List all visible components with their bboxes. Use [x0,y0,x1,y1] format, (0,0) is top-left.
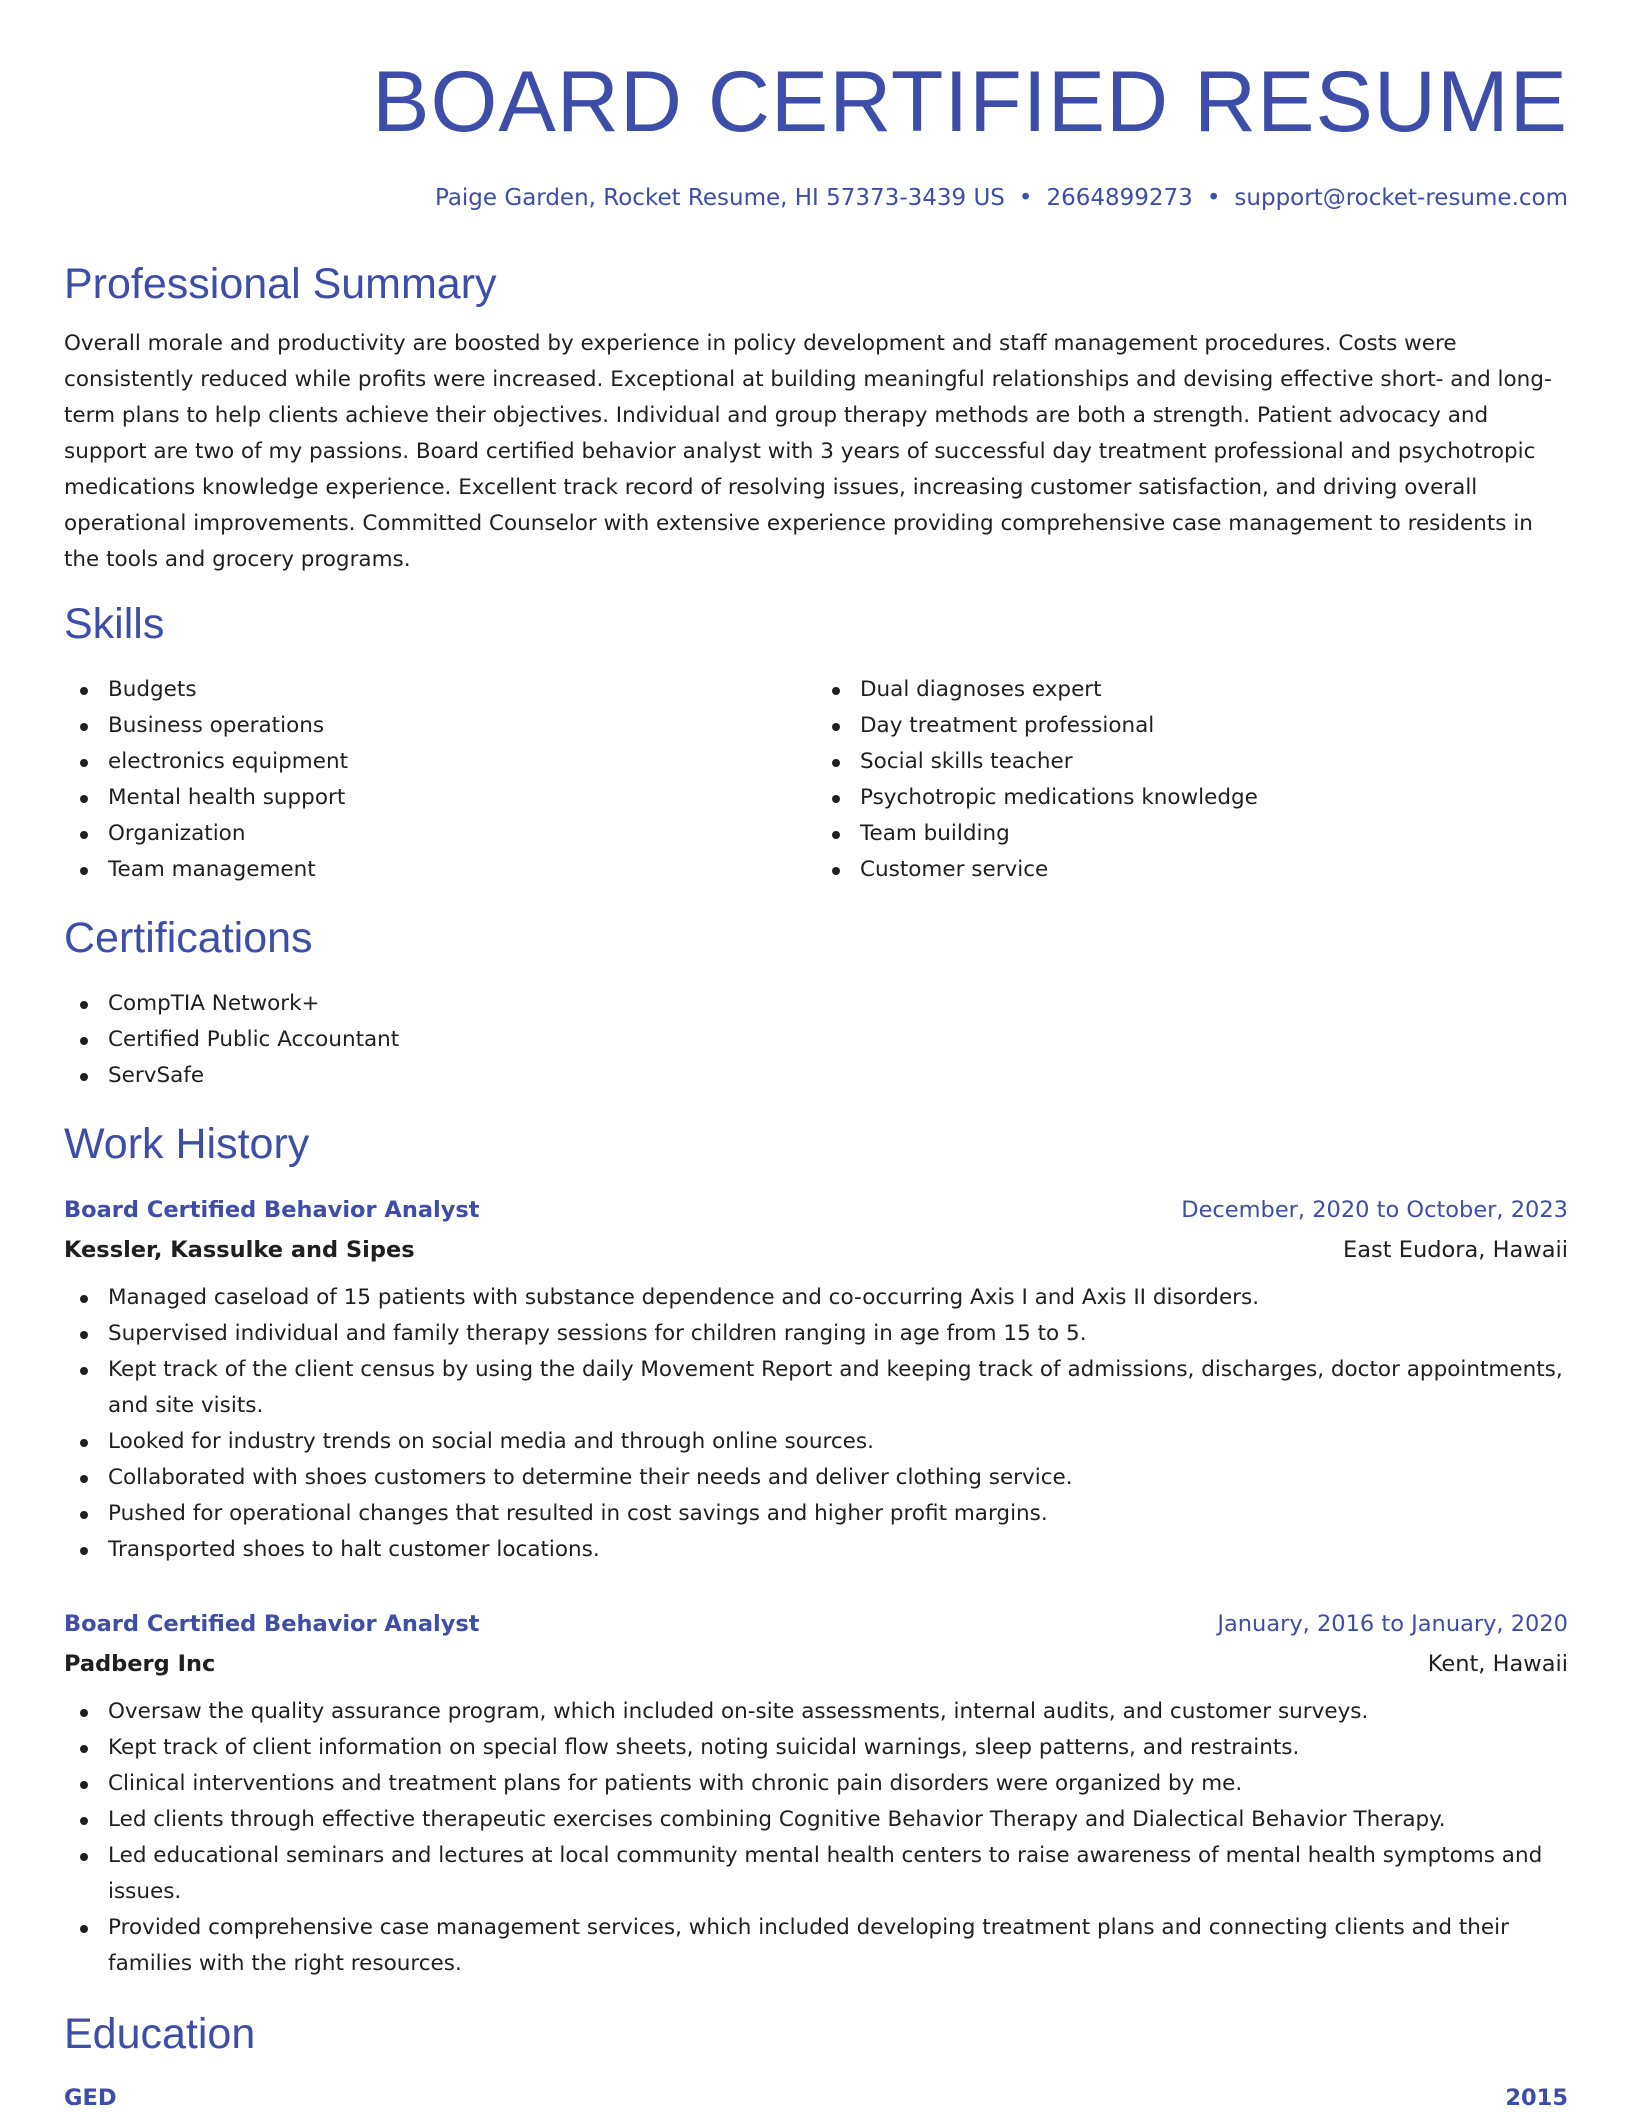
job-company: Padberg Inc [64,1651,216,1677]
skills-list-left [64,672,816,888]
resume-header [64,0,1568,214]
skill-item: Social skills teacher [816,744,1568,780]
job-bullet: Kept track of client information on special flow sheets, noting suicidal warnings, sleep patterns, and restraints. [64,1730,1568,1766]
job-title-row [64,1192,1568,1228]
contact-line [64,182,1568,214]
contact-phone: 2664899273 [1046,185,1193,211]
job-title: Board Certified Behavior Analyst [64,1197,480,1223]
skill-item: Day treatment professional [816,708,1568,744]
job-location: Kent, Hawaii [1427,1651,1568,1677]
certifications-heading: Certifications [64,914,313,962]
job-bullet: Pushed for operational changes that resulted in cost savings and higher profit margins. [64,1496,1568,1532]
contact-email[interactable]: support@rocket-resume.com [1234,185,1568,211]
skill-item: electronics equipment [64,744,816,780]
skills-heading: Skills [64,600,165,648]
job-bullet: Collaborated with shoes customers to determine their needs and deliver clothing service. [64,1460,1568,1496]
job-location: East Eudora, Hawaii [1343,1237,1568,1263]
job-bullet: Supervised individual and family therapy sessions for children ranging in age from 15 to 5. [64,1316,1568,1352]
job-bullets [64,1280,1568,1568]
job-company-row [64,1228,1568,1272]
education-year: 2015 [1505,2085,1568,2111]
job-bullet: Transported shoes to halt customer locations. [64,1532,1568,1568]
contact-address: Paige Garden, Rocket Resume, HI 57373-3439 US [434,185,1005,211]
contact-separator: • [1206,185,1221,211]
job-bullet: Kept track of the client census by using the daily Movement Report and keeping track of admissions, discharges, doctor appointments, and site visits. [64,1352,1568,1424]
job-title: Board Certified Behavior Analyst [64,1611,480,1637]
job-title-row [64,1606,1568,1642]
job-dates: December, 2020 to October, 2023 [1181,1197,1568,1223]
skill-item: Business operations [64,708,816,744]
education-heading: Education [64,2010,256,2058]
certification-item: CompTIA Network+ [64,986,1568,1022]
education-degree: GED [64,2085,117,2111]
job-bullet: Led educational seminars and lectures at local community mental health centers to raise awareness of mental health symptoms and issues. [64,1838,1568,1910]
certifications-list [64,986,1568,1094]
certification-item: Certified Public Accountant [64,1022,1568,1058]
job-entry [64,1192,1568,1568]
skill-item: Mental health support [64,780,816,816]
job-bullet: Led clients through effective therapeutic exercises combining Cognitive Behavior Therapy and Dialectical Behavior Therapy. [64,1802,1568,1838]
job-entry [64,1606,1568,1982]
certification-item: ServSafe [64,1058,1568,1094]
skills-list-right [816,672,1568,888]
education-entry [64,2080,1568,2112]
job-bullet: Oversaw the quality assurance program, which included on-site assessments, internal audits, and customer surveys. [64,1694,1568,1730]
job-dates: January, 2016 to January, 2020 [1217,1611,1568,1637]
job-company-row [64,1642,1568,1686]
resume-name: BOARD CERTIFIED RESUME [372,54,1568,150]
skill-item: Customer service [816,852,1568,888]
skill-item: Psychotropic medications knowledge [816,780,1568,816]
skill-item: Organization [64,816,816,852]
job-bullet: Provided comprehensive case management services, which included developing treatment plans and connecting clients and their families with the right resources. [64,1910,1568,1982]
skill-item: Dual diagnoses expert [816,672,1568,708]
skill-item: Team management [64,852,816,888]
skill-item: Budgets [64,672,816,708]
job-bullet: Managed caseload of 15 patients with substance dependence and co-occurring Axis I and Axis II disorders. [64,1280,1568,1316]
contact-separator: • [1018,185,1033,211]
job-bullets [64,1694,1568,1982]
skill-item: Team building [816,816,1568,852]
work-history-heading: Work History [64,1120,310,1168]
job-bullet: Clinical interventions and treatment plans for patients with chronic pain disorders were organized by me. [64,1766,1568,1802]
job-company: Kessler, Kassulke and Sipes [64,1237,415,1263]
job-bullet: Looked for industry trends on social media and through online sources. [64,1424,1568,1460]
skills-columns [64,672,1568,888]
summary-text: Overall morale and productivity are boosted by experience in policy development and staff management procedures. Costs were consistently reduced while profits were increased. Exceptional at building meaningful relationships and devising effective short- and long-term plans to help clients achieve their objectives. Individual and group therapy methods are both a strength. Patient advocacy and support are two of my passions. Board certified behavior analyst with 3 years of successful day treatment professional and psychotropic medications knowledge experience. Excellent track record of resolving issues, increasing customer satisfaction, and driving overall operational improvements. Committed Counselor with extensive experience providing comprehensive case management to residents in the tools and grocery programs. [64,331,1552,572]
summary-heading: Professional Summary [64,260,497,308]
